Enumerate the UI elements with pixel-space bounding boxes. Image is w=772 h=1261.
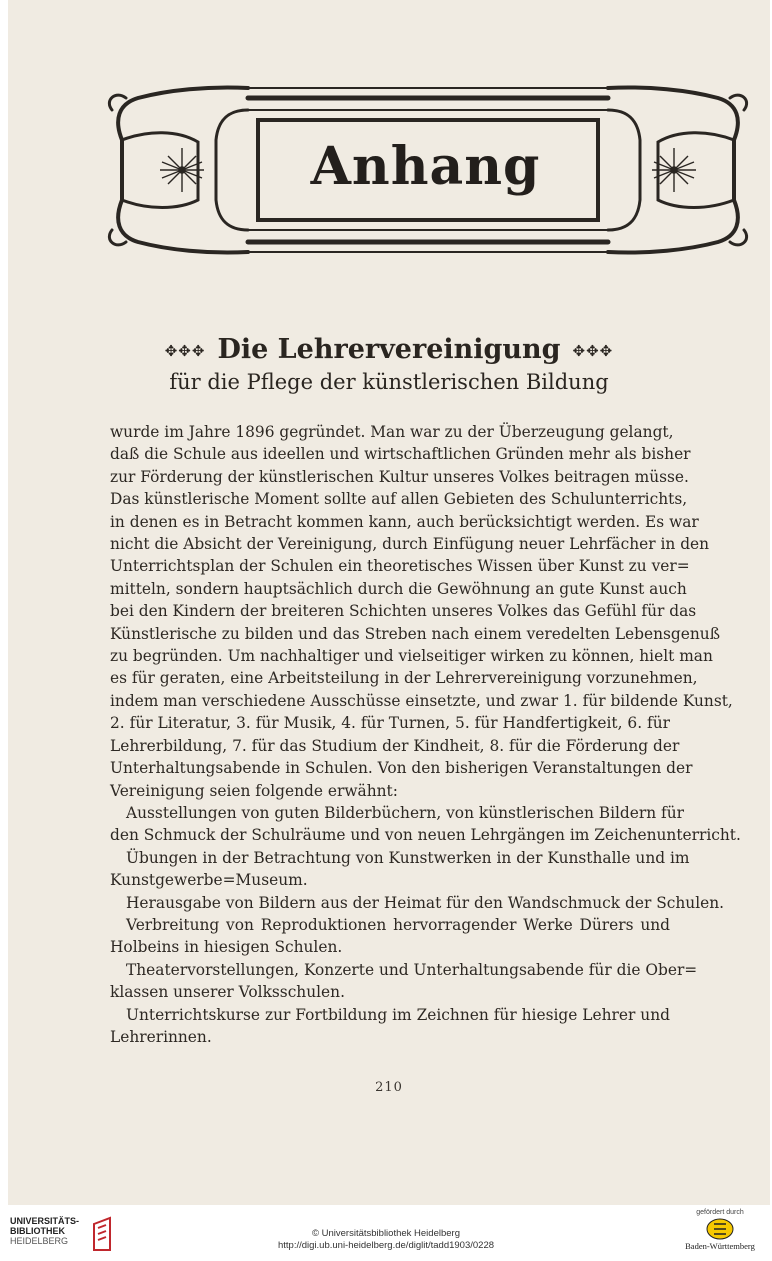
list-item-line: Holbeins in hiesigen Schulen. — [110, 938, 343, 957]
text-line: Vereinigung seien folgende erwähnt: — [110, 781, 398, 800]
text-line: Unterhaltungsabende in Schulen. Von den bisherigen Veranstaltungen der — [110, 759, 693, 778]
state-coat-of-arms-icon — [705, 1218, 735, 1240]
text-line: zur Förderung der künstlerischen Kultur unseres Volkes beitragen müsse. — [110, 467, 689, 486]
section-title — [8, 334, 770, 365]
text-line: Lehrerbildung, 7. für das Studium der Kindheit, 8. für die Förderung der — [110, 736, 680, 755]
permalink[interactable]: http://digi.ub.uni-heidelberg.de/diglit/tadd1903/0228 — [277, 1240, 495, 1251]
funded-by-label: gefördert durch — [696, 1209, 744, 1216]
page-number: 210 — [375, 1080, 403, 1095]
text-line: nicht die Absicht der Vereinigung, durch Einfügung neuer Lehrfächer in den — [110, 535, 710, 554]
ornament-left: ✥✥✥ — [164, 341, 206, 360]
text-line: bei den Kindern der breiteren Schichten unseres Volkes das Gefühl für das — [110, 602, 697, 621]
text-line: 2. für Literatur, 3. für Musik, 4. für Turnen, 5. für Handfertigkeit, 6. für — [110, 714, 670, 733]
text-line: Das künstlerische Moment sollte auf allen Gebieten des Schulunterrichts, — [110, 490, 688, 509]
copyright-text: © Universitätsbibliothek Heidelberg — [312, 1228, 460, 1239]
copyright-notice — [0, 1228, 772, 1252]
text-line: in denen es in Betracht kommen kann, auch berücksichtigt werden. Es war — [110, 512, 699, 531]
text-line: Unterrichtsplan der Schulen ein theoretisches Wissen über Kunst zu ver= — [110, 557, 690, 576]
text-line: zu begründen. Um nachhaltiger und vielseitiger wirken zu können, hielt man — [110, 647, 713, 666]
list-item-line: Ausstellungen von guten Bilderbüchern, von künstlerischen Bildern für — [126, 803, 685, 822]
funder-block[interactable] — [670, 1209, 770, 1259]
funder-name: Baden-Württemberg — [685, 1241, 755, 1251]
text-line: indem man verschiedene Ausschüsse einsetzte, und zwar 1. für bildende Kunst, — [110, 691, 733, 710]
text-line: mitteln, sondern hauptsächlich durch die Gewöhnung an gute Kunst auch — [110, 579, 687, 598]
book-page — [8, 0, 770, 1205]
library-name: UNIVERSITÄTS- BIBLIOTHEK HEIDELBERG — [10, 1216, 80, 1246]
text-line: daß die Schule aus ideellen und wirtschaftlichen Gründen mehr als bisher — [110, 445, 691, 464]
list-item-line: Verbreitung von Reproduktionen hervorragender Werke Dürers und — [126, 915, 670, 934]
section-title-text: Die Lehrervereinigung — [217, 334, 561, 365]
chapter-title: Anhang — [310, 136, 541, 197]
text-line: wurde im Jahre 1896 gegründet. Man war zu der Überzeugung gelangt, — [110, 423, 674, 441]
list-item-line: Theatervorstellungen, Konzerte und Unterhaltungsabende für die Ober= — [126, 960, 698, 979]
list-item-line: klassen unserer Volksschulen. — [110, 983, 345, 1002]
list-item-line: Kunstgewerbe=Museum. — [110, 871, 308, 890]
list-item-line: Übungen in der Betrachtung von Kunstwerken in der Kunsthalle und im — [126, 848, 690, 867]
text-line: es für geraten, eine Arbeitsteilung in der Lehrervereinigung vorzunehmen, — [110, 669, 698, 688]
section-subtitle: für die Pflege der künstlerischen Bildung — [169, 370, 609, 394]
text-line: Künstlerische zu bilden und das Streben nach einem veredelten Lebensgenuß — [110, 624, 720, 643]
ornament-right: ✥✥✥ — [572, 341, 614, 360]
list-item-line: Lehrerinnen. — [110, 1027, 212, 1046]
list-item-line: Herausgabe von Bildern aus der Heimat für den Wandschmuck der Schulen. — [126, 893, 725, 912]
list-item-line: Unterrichtskurse zur Fortbildung im Zeichnen für hiesige Lehrer und — [126, 1005, 670, 1024]
list-item-line: den Schmuck der Schulräume und von neuen Lehrgängen im Zeichenunterricht. — [110, 826, 741, 845]
body-text — [110, 421, 741, 1048]
